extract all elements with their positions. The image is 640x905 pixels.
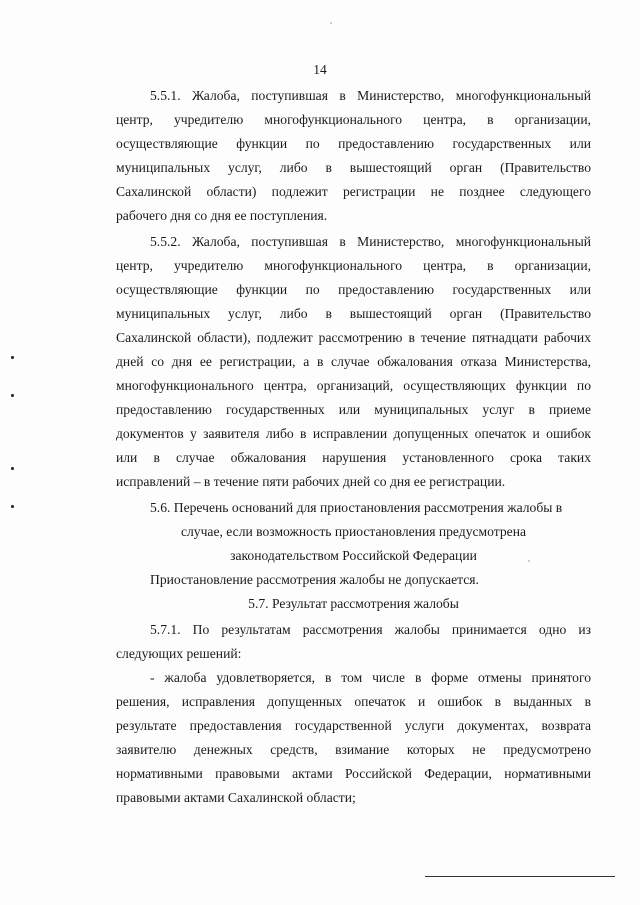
- text-line: 5.5.2. Жалоба, поступившая в Министерство, многофункциональный: [150, 234, 591, 249]
- text-line: муниципальных услуг, либо в вышестоящий орган (Правительство: [116, 306, 591, 321]
- heading-line: случае, если возможность приостановления предусмотрена: [180, 524, 527, 539]
- text-line: нормативными правовыми актами Российской Федерации, нормативными: [116, 766, 591, 781]
- text-line: заявителю денежных средств, взимание которых не предусмотрено: [116, 742, 591, 757]
- text-line: центр, учредителю многофункционального центра, в организации,: [116, 112, 591, 127]
- text-line: документов у заявителя либо в исправлении допущенных опечаток и ошибок: [116, 426, 591, 441]
- heading-line: законодательством Российской Федерации: [230, 548, 477, 563]
- text-line: следующих решений:: [116, 646, 242, 661]
- section-heading-5-7: 5.7. Результат рассмотрения жалобы: [248, 596, 459, 611]
- scan-mark: [11, 467, 14, 470]
- text-line: Сахалинской области) подлежит регистрации не позднее следующего: [116, 184, 591, 199]
- text-line: Сахалинской области), подлежит рассмотрению в течение пятнадцати рабочих: [116, 330, 591, 345]
- text-line: осуществляющие функции по предоставлению государственных или: [116, 282, 591, 297]
- text-line: результате предоставления государственной услуги документах, возврата: [116, 718, 591, 733]
- text-line: правовыми актами Сахалинской области;: [116, 790, 356, 805]
- text-line: центр, учредителю многофункционального центра, в организации,: [116, 258, 591, 273]
- scan-mark: [11, 505, 14, 508]
- footer-rule: [425, 876, 615, 877]
- paragraph-5-6-text: Приостановление рассмотрения жалобы не допускается.: [150, 572, 479, 587]
- text-line: или в случае обжалования нарушения установленного срока таких: [116, 450, 591, 465]
- page-number: 14: [313, 62, 327, 77]
- text-line: решения, исправления допущенных опечаток и ошибок в выданных в: [116, 694, 591, 709]
- text-line: исправлений – в течение пяти рабочих дней со дня ее регистрации.: [116, 474, 506, 489]
- scan-speck: [330, 22, 332, 24]
- text-line: 5.7.1. По результатам рассмотрения жалобы принимается одно из: [150, 622, 591, 637]
- text-line: предоставлению государственных или муниципальных услуг в приеме: [116, 402, 591, 417]
- text-line: рабочего дня со дня ее поступления.: [116, 208, 328, 223]
- text-line: муниципальных услуг, либо в вышестоящий орган (Правительство: [116, 160, 591, 175]
- text-line: - жалоба удовлетворяется, в том числе в форме отмены принятого: [150, 670, 591, 685]
- scan-speck: [528, 560, 530, 562]
- text-line: многофункционального центра, организаций, осуществляющих функции по: [116, 378, 591, 393]
- text-line: 5.5.1. Жалоба, поступившая в Министерство, многофункциональный: [150, 88, 591, 103]
- text-line: дней со дня ее регистрации, а в случае обжалования отказа Министерства,: [116, 354, 591, 369]
- scan-mark: [11, 394, 14, 397]
- heading-line: 5.6. Перечень оснований для приостановления рассмотрения жалобы в: [150, 500, 563, 515]
- scan-mark: [11, 356, 14, 359]
- text-line: осуществляющие функции по предоставлению государственных или: [116, 136, 591, 151]
